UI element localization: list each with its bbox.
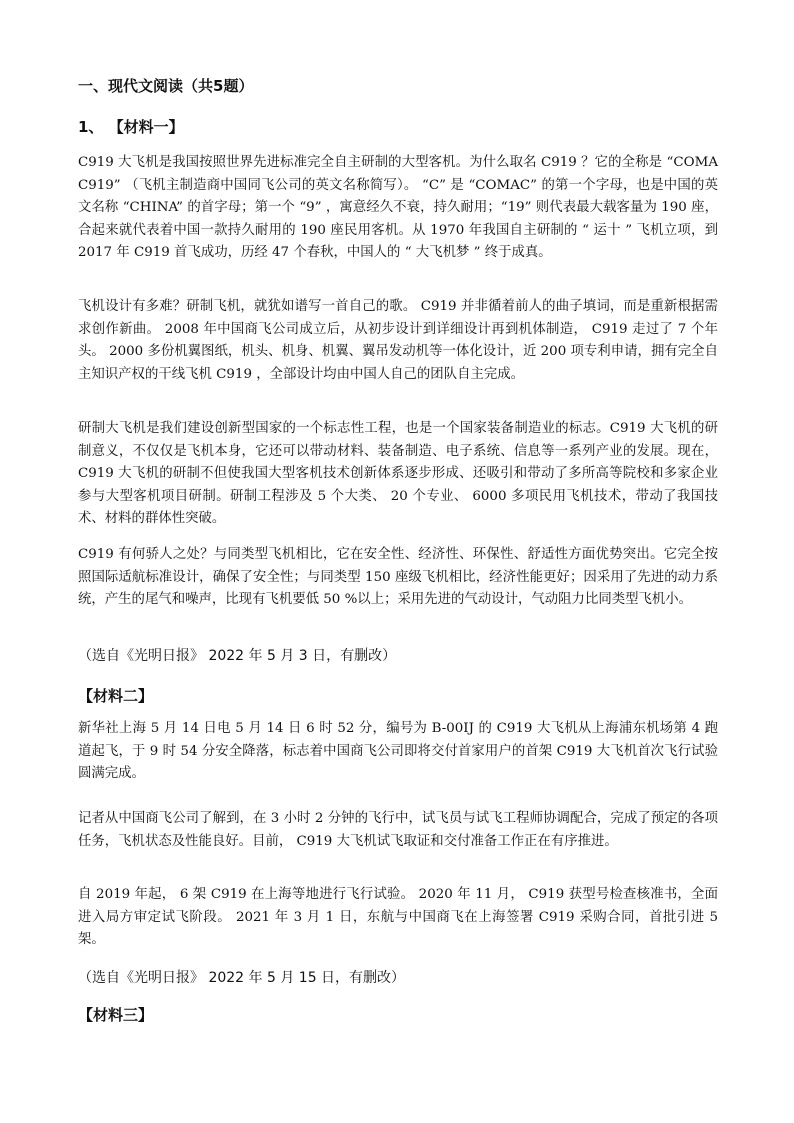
material2-paragraph-1: 新华社上海 5 月 14 日电 5 月 14 日 6 时 52 分，编号为 B-00IJ 的 C919 大飞机从上海浦东机场第 4 跑道起飞，于 9 时 54 分安全降落，标志着中国商飞公司即将交付首家用户的首架 C919 大飞机首次飞行试验圆满完成。 [78,721,718,781]
material1-paragraph-3: 研制大飞机是我们建设创新型国家的一个标志性工程，也是一个国家装备制造业的标志。C919 大飞机的研制意义，不仅仅是飞机本身，它还可以带动材料、装备制造、电子系统、信息等一系列产业的发展。现在， C919 大飞机的研制不但使我国大型客机技术创新体系逐步形成、还吸引和带动了多所高等院校和多家企业参与大型客机项目研制。研制工程涉及 5 个大类、 20 个专业、 6000 多项民用飞机技术，带动了我国技术、材料的群体性突破。 [78,421,718,526]
material3-heading: 【材料三】 [78,1006,154,1024]
material1-paragraph-2: 飞机设计有多难？研制飞机，就犹如谱写一首自己的歌。 C919 并非循着前人的曲子填词，而是重新根据需求创作新曲。 2008 年中国商飞公司成立后，从初步设计到详细设计再到机体制造， C919 走过了 7 个年头。 2000 多份机翼图纸，机头、机身、机翼、翼吊发动机等一体化设计，近 200 项专利申请，拥有完全自主知识产权的干线飞机 C919 ，全部设计均由中国人自己的团队自主完成。 [78,299,718,382]
material2-paragraph-2: 记者从中国商飞公司了解到，在 3 小时 2 分钟的飞行中，试飞员与试飞工程师协调配合，完成了预定的各项任务，飞机状态及性能良好。目前， C919 大飞机试飞取证和交付准备工作正在有序推进。 [78,811,718,849]
material1-source: （选自《光明日报》 2022 年 5 月 3 日，有删改） [78,648,397,664]
material2-source: （选自《光明日报》 2022 年 5 月 15 日，有删改） [78,970,406,986]
material1-paragraph-1: C919 大飞机是我国按照世界先进标准完全自主研制的大型客机。为什么取名 C919 ？它的全称是 “COMAC919” （飞机主制造商中国同飞公司的英文名称简写）。 “C” 是 “COMAC” 的第一个字母，也是中国的英文名称 “CHINA” 的首字母；第一个 “9” ，寓意经久不衰，持久耐用；“19” 则代表最大载客量为 190 座，合起来就代表着中国一款持久耐用的 190 座民用客机。从 1970 年我国自主研制的 “ 运十 ” 飞机立项，到 2017 年 C919 首飞成功，历经 47 个春秋，中国人的 “ 大飞机梦 ” 终于成真。 [78,155,718,260]
material2-paragraph-3: 自 2019 年起， 6 架 C919 在上海等地进行飞行试验。 2020 年 11 月， C919 获型号检查核准书，全面进入局方审定试飞阶段。 2021 年 3 月 1 日，东航与中国商飞在上海签署 C919 采购合同，首批引进 5 架。 [78,887,718,947]
section-heading: 一、现代文阅读（共5题） [78,77,254,95]
material1-paragraph-4: C919 有何骄人之处？与同类型飞机相比，它在安全性、经济性、环保性、舒适性方面优势突出。它完全按照国际适航标准设计，确保了安全性；与同类型 150 座级飞机相比，经济性能更好；因采用了先进的动力系统，产生的尾气和噪声，比现有飞机要低 50 %以上；采用先进的气动设计，气动阻力比同类型飞机小。 [78,547,718,607]
material2-heading: 【材料二】 [78,687,154,705]
question-number: 1、 【材料一】 [78,118,184,136]
